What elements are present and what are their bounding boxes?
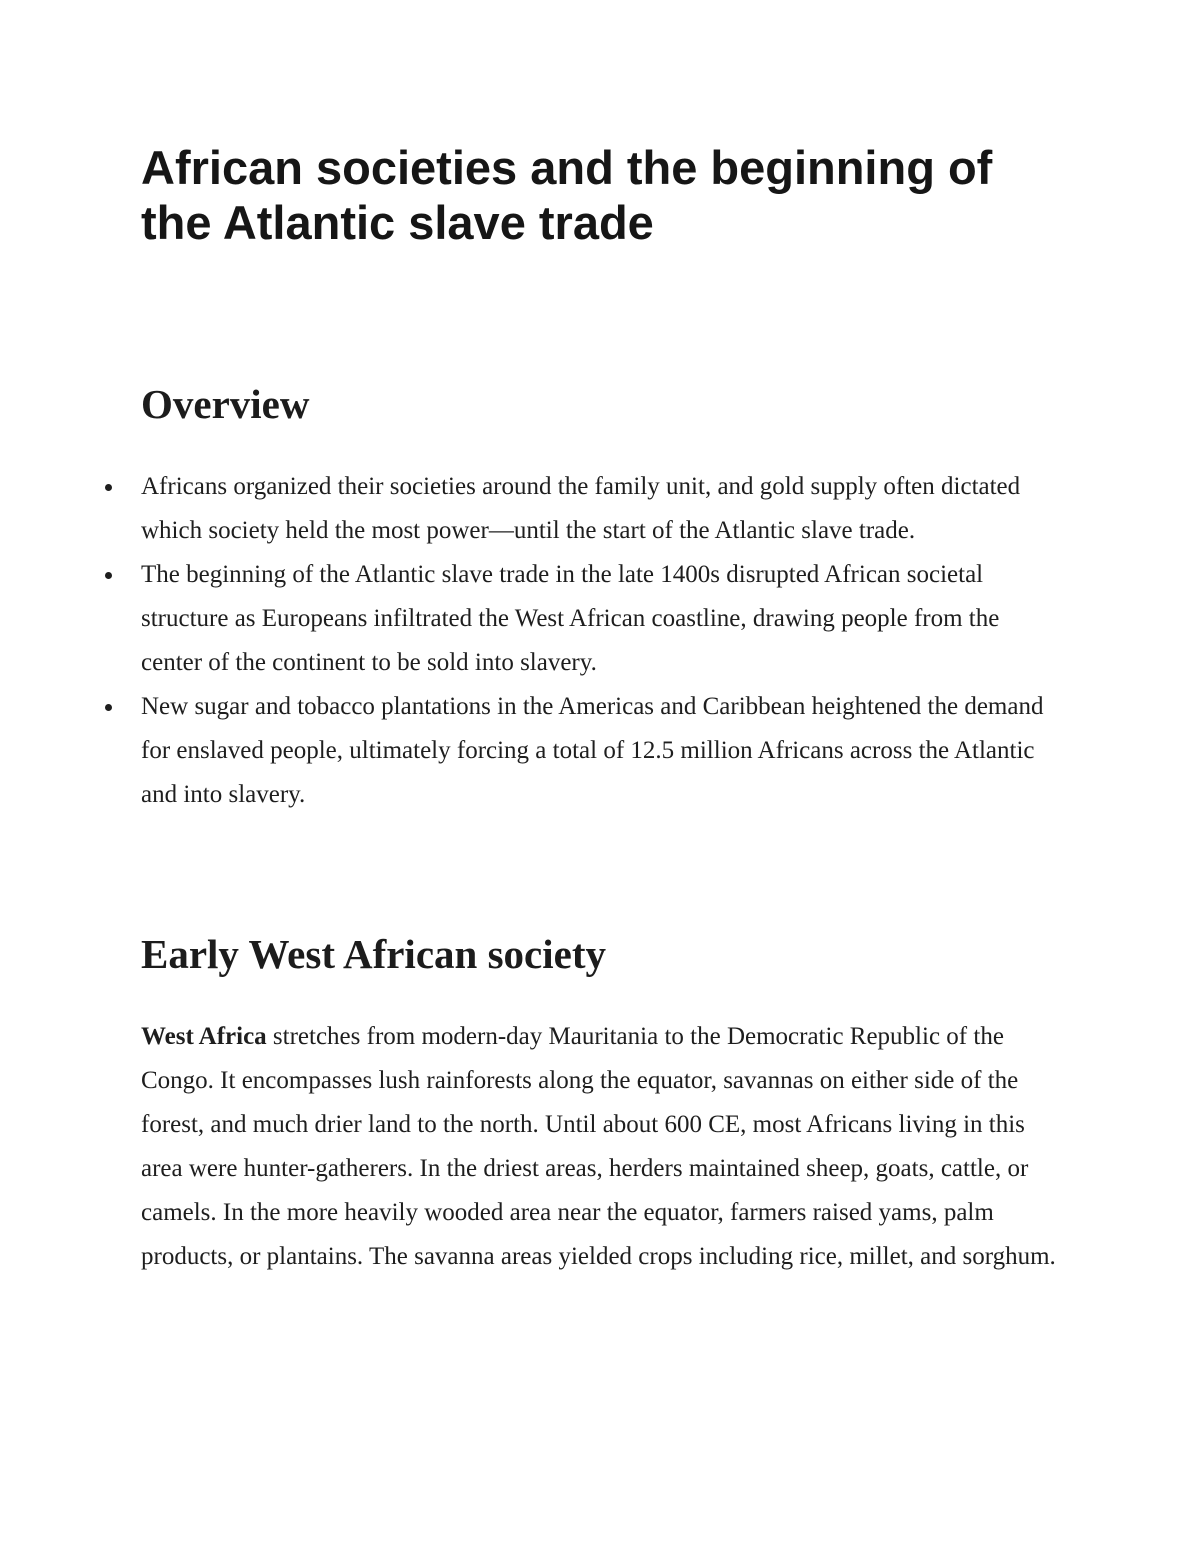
list-item — [141, 465, 1061, 553]
list-item — [141, 685, 1061, 817]
early-west-african-society-heading: Early West African society — [141, 931, 606, 977]
bullet-icon — [105, 572, 112, 579]
page-title: African societies and the beginning of the Atlantic slave trade — [141, 141, 993, 249]
overview-heading: Overview — [141, 381, 310, 427]
bullet-text: Africans organized their societies around the family unit, and gold supply often dictated which society held the most power—until the start of the Atlantic slave trade. — [141, 473, 1021, 544]
paragraph-text: stretches from modern-day Mauritania to the Democratic Republic of the Congo. It encompasses lush rainforests along the equator, savannas on either side of the forest, and much drier land to the north. Until about 600 CE, most Africans living in this area were hunter-gatherers. In the driest areas, herders maintained sheep, goats, cattle, or camels. In the more heavily wooded area near the equator, farmers raised yams, palm products, or plantains. The savanna areas yielded crops including rice, millet, and sorghum. — [141, 1023, 1056, 1270]
bold-term: West Africa — [141, 1023, 267, 1050]
bullet-icon — [105, 704, 112, 711]
overview-bullet-list — [141, 465, 1061, 817]
list-item — [141, 553, 1061, 685]
body-paragraph — [141, 1015, 1061, 1279]
bullet-text: New sugar and tobacco plantations in the Americas and Caribbean heightened the demand for enslaved people, ultimately forcing a total of 12.5 million Africans across the Atlantic and into slavery. — [141, 693, 1044, 808]
bullet-icon — [105, 484, 112, 491]
bullet-text: The beginning of the Atlantic slave trade in the late 1400s disrupted African societal structure as Europeans infiltrated the West African coastline, drawing people from the center of the continent to be sold into slavery. — [141, 561, 1000, 676]
